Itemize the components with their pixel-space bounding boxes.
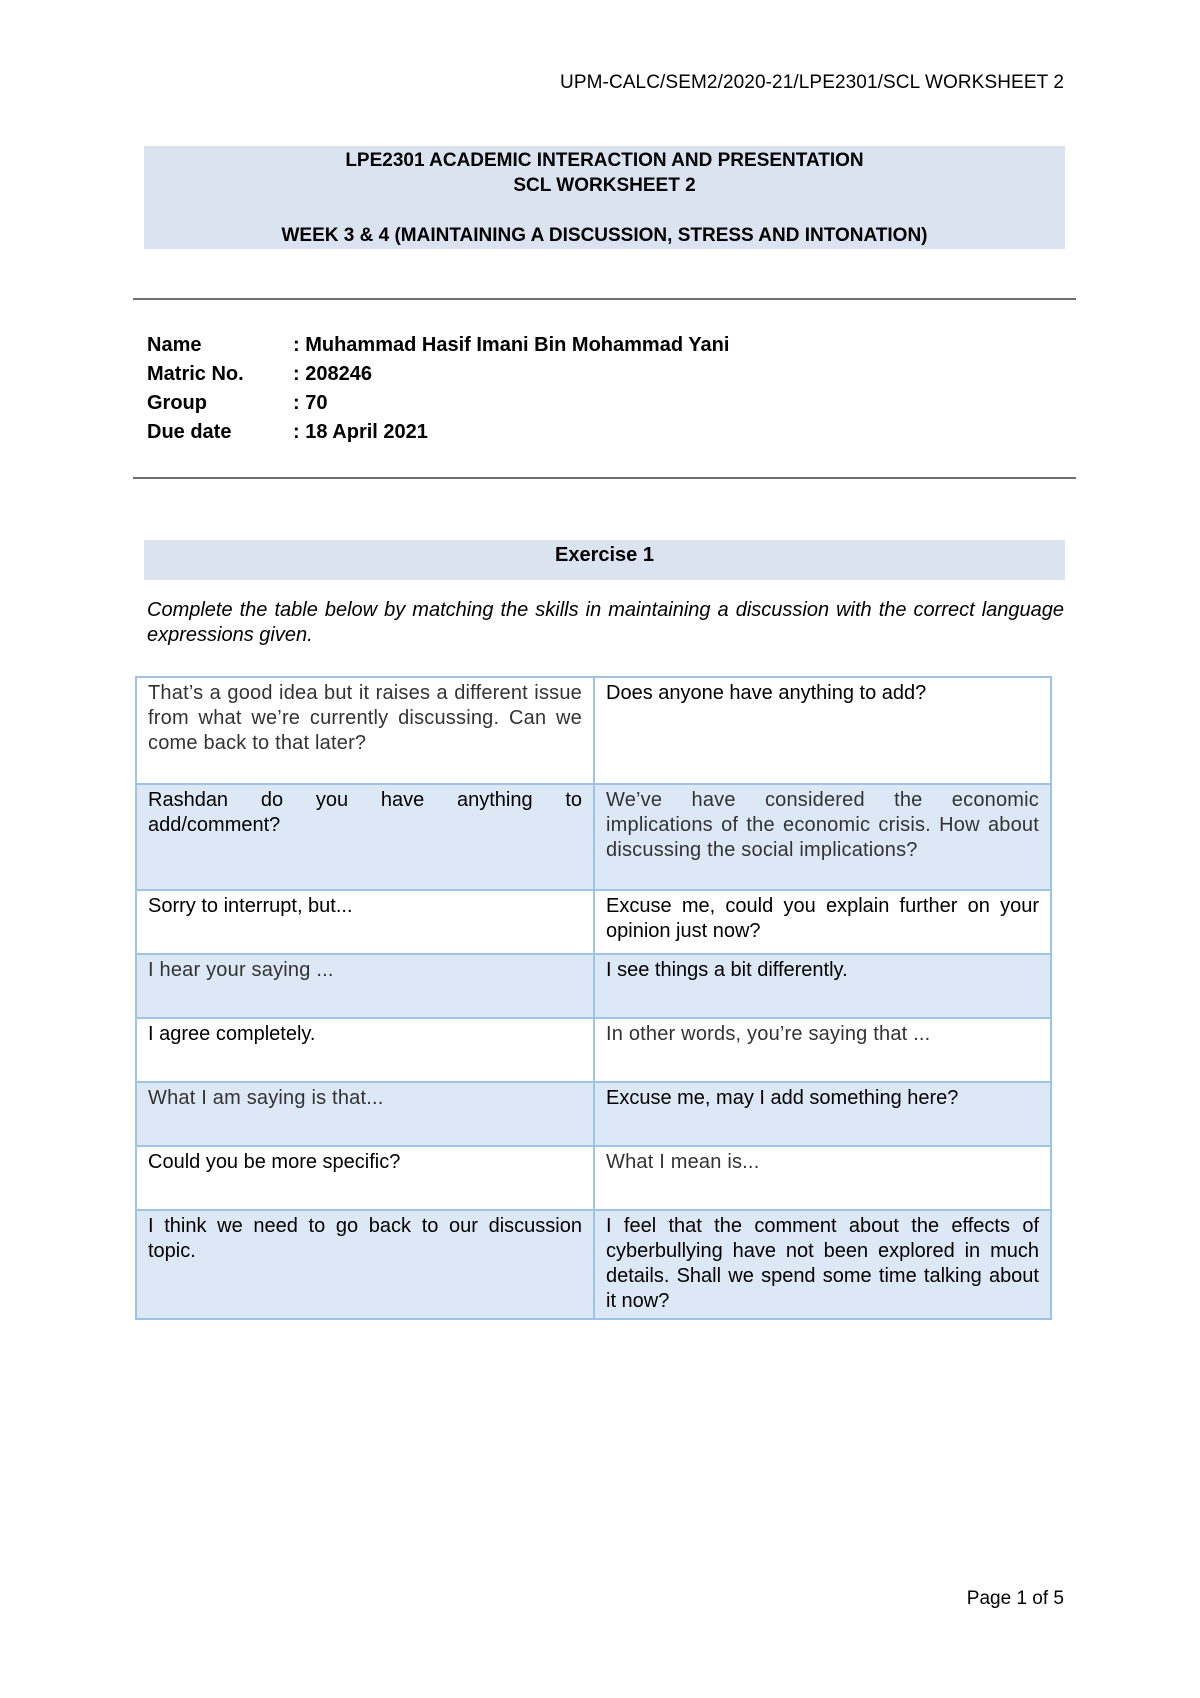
due-date-label: Due date	[147, 421, 232, 443]
table-cell-left: I think we need to go back to our discussion topic.	[136, 1210, 594, 1319]
table-cell-right: I see things a bit differently.	[594, 954, 1051, 1018]
due-date-value: : 18 April 2021	[293, 421, 428, 443]
table-cell-right: Does anyone have anything to add?	[594, 677, 1051, 784]
table-cell-left: I hear your saying ...	[136, 954, 594, 1018]
table-cell-right: In other words, you’re saying that ...	[594, 1018, 1051, 1082]
week-title: WEEK 3 & 4 (MAINTAINING A DISCUSSION, STRESS AND INTONATION)	[281, 225, 928, 246]
table-cell-left: That’s a good idea but it raises a different issue from what we’re currently discussing. Can we come back to that later?	[136, 677, 594, 784]
table-cell-left: Rashdan do you have anything to add/comment?	[136, 784, 594, 890]
table-row	[136, 954, 1051, 1018]
worksheet-title: SCL WORKSHEET 2	[513, 175, 696, 196]
exercise-instruction: Complete the table below by matching the skills in maintaining a discussion with the correct language expressions given.	[147, 599, 1064, 646]
matching-table	[135, 676, 1052, 1320]
table-row	[136, 1082, 1051, 1146]
group-value: : 70	[293, 392, 328, 414]
exercise-heading-box	[144, 540, 1065, 580]
table-row	[136, 677, 1051, 784]
table-cell-left: Sorry to interrupt, but...	[136, 890, 594, 954]
table-row	[136, 784, 1051, 890]
table-row	[136, 1018, 1051, 1082]
group-label: Group	[147, 392, 207, 414]
table-cell-right: Excuse me, could you explain further on your opinion just now?	[594, 890, 1051, 954]
matric-value: : 208246	[293, 363, 372, 385]
document-code-header: UPM-CALC/SEM2/2020-21/LPE2301/SCL WORKSHEET 2	[560, 72, 1064, 93]
table-row	[136, 1146, 1051, 1210]
top-divider	[133, 298, 1076, 300]
matric-label: Matric No.	[147, 363, 244, 385]
table-cell-right: We’ve have considered the economic implications of the economic crisis. How about discussing the social implications?	[594, 784, 1051, 890]
table-cell-right: I feel that the comment about the effects of cyberbullying have not been explored in much details. Shall we spend some time talking about it now?	[594, 1210, 1051, 1319]
table-cell-right: Excuse me, may I add something here?	[594, 1082, 1051, 1146]
table-cell-right: What I mean is...	[594, 1146, 1051, 1210]
name-value: : Muhammad Hasif Imani Bin Mohammad Yani	[293, 334, 730, 356]
title-box	[144, 146, 1065, 249]
table-row	[136, 1210, 1051, 1319]
exercise-heading: Exercise 1	[555, 544, 654, 566]
table-cell-left: What I am saying is that...	[136, 1082, 594, 1146]
table-cell-left: I agree completely.	[136, 1018, 594, 1082]
table-row	[136, 890, 1051, 954]
student-info	[147, 331, 729, 447]
name-label: Name	[147, 334, 202, 356]
bottom-divider	[133, 477, 1076, 479]
course-title: LPE2301 ACADEMIC INTERACTION AND PRESENTATION	[345, 150, 864, 171]
table-cell-left: Could you be more specific?	[136, 1146, 594, 1210]
page-number: Page 1 of 5	[966, 1588, 1064, 1609]
